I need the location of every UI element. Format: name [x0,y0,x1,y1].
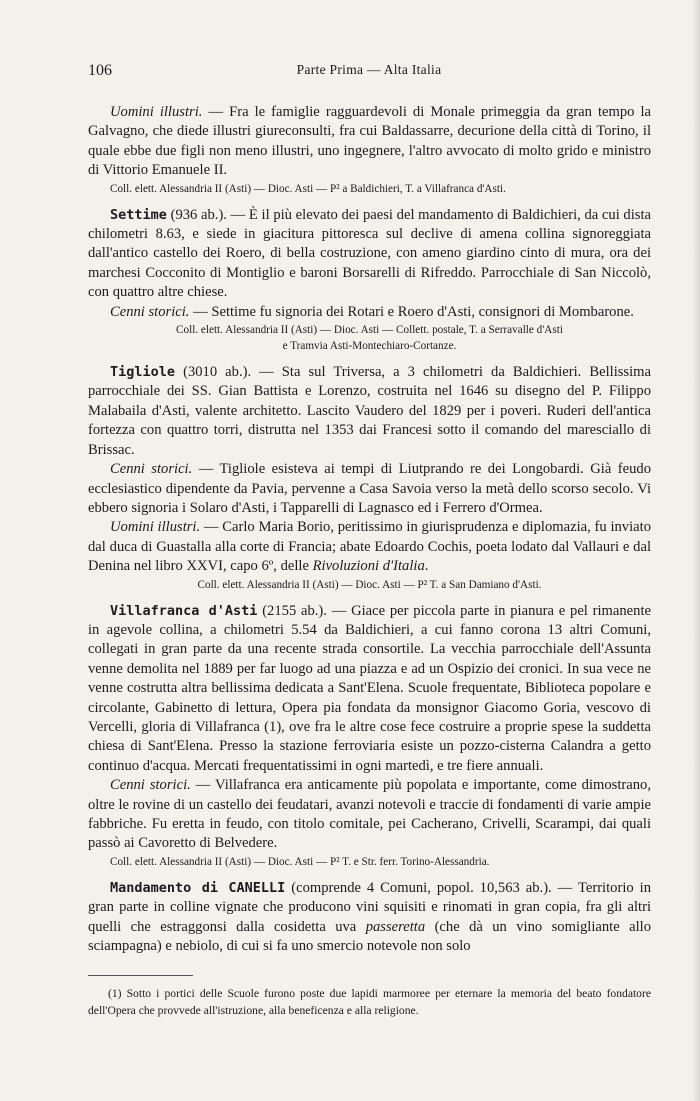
paragraph-settime-cenni: Cenni storici. — Settime fu signoria dei Rotari e Roero d'Asti, consignori di Mombarone. [110,303,634,320]
label-cenni-storici: Cenni storici. [110,777,191,794]
entry-name: Tigliole [110,364,176,381]
entry-name: Mandamento di CANELLI [110,879,286,896]
entry-tigliole: Tigliole (3010 ab.). — Sta sul Triversa, a 3 chilometri da Baldichieri. Bellissima parrocchiale dei SS. Gian Battista e Lorenzo, costruita nel 1646 su disegno del P. Filippo Malabaila d'Asti, valente architetto. Lascito Vaudero del 1829 per i poveri. Ruderi dell'antica fortezza con quattro torri, distrutta nel 1353 dai Francesi sotto il comando del maresciallo di Brissac. [88,364,651,458]
note-settime-line-2: e Tramvia Asti-Montechiaro-Cortanze. [282,340,457,353]
note-tigliole: Coll. elett. Alessandria II (Asti) — Dioc. Asti — P² T. a San Damiano d'Asti. [197,578,542,591]
note-villafranca: Coll. elett. Alessandria II (Asti) — Dioc. Asti — P² T. e Str. ferr. Torino-Alessandria. [110,855,490,868]
entry-villafranca: Villafranca d'Asti (2155 ab.). — Giace per piccola parte in pianura e pel rimanente in agevole collina, a chilometri 5.54 da Baldichieri, a cui fanno corona 13 altri Comuni, collegati in gran parte da una recente strada consortile. La vecchia parrocchiale dell'Assunta venne demolita nel 1889 per far luogo ad una piazza e ad un Ospizio dei cronici. In sua vece ne venne costrutta altra bellissima dedicata a Sant'Elena. Scuole frequentate, Biblioteca popolare e circolante, Gabinetto di lettura, Opera pia fondata da monsignor Giacomo Goria, vescovo di Vercelli, gloria di Villafranca (1), ove fra le altre cose fece costruire a proprie spese la suddetta chiesa di Sant'Elena. Presso la stazione ferroviaria esiste un pozzo-cisterna Calandra a getto continuo d'acqua. Mercati frequentatissimi in ogni martedì, e tre fiere annuali. [88,602,651,774]
note-monale: Coll. elett. Alessandria II (Asti) — Dioc. Asti — P² a Baldichieri, T. a Villafranca d'Asti. [110,182,506,195]
running-title: Parte Prima — Alta Italia [296,62,442,77]
label-cenni-storici: Cenni storici. [110,461,193,478]
paragraph-tigliole-uomini: Uomini illustri. — Carlo Maria Borio, peritissimo in giurisprudenza e diplomazia, fu inviato dal duca di Guastalla alla corte di Francia; abate Edoardo Cochis, poeta lodato dal Vallauri e dal Denina nel libro XXVI, capo 6º, delle Rivoluzioni d'Italia. [88,519,651,575]
note-settime-line-1: Coll. elett. Alessandria II (Asti) — Dioc. Asti — Collett. postale, T. a Serravalle d'Asti [176,324,563,337]
paragraph-villafranca-cenni: Cenni storici. — Villafranca era anticamente più popolata e importante, come dimostrano, oltre le rovine di un castello dei feudatari, avanzi notevoli e traccie di fondamenti di varie ampie fabbriche. Fu eretta in feudo, con titolo comitale, pei Cacherano, Crivelli, Scarampi, dai quali passò ai Cavoretto di Belvedere. [88,777,651,852]
entry-name: Villafranca d'Asti [110,602,258,619]
label-uomini-illustri: Uomini illustri. [110,519,201,536]
work-title: Rivoluzioni d'Italia [312,558,425,575]
paragraph-tigliole-cenni: Cenni storici. — Tigliole esisteva ai tempi di Liutprando re dei Longobardi. Già feudo ecclesiastico dipendente da Pavia, pervenne a Casa Savoia verso la metà dello scorso secolo. Vi ebbero signoria i Solaro d'Asti, i Tapparelli di Lagnasco ed i Ferrero d'Ormea. [88,461,651,516]
page-header [88,62,650,82]
page-number: 106 [88,62,112,79]
label-cenni-storici: Cenni storici. [110,303,190,320]
footnote: (1) Sotto i portici delle Scuole furono poste due lapidi marmoree per eternare la memoria del beato fondatore dell'Opera che provvede all'istruzione, alla beneficenza e alla religione. [88,987,651,1018]
footnote-divider [88,975,193,976]
grape-name: passeretta [365,918,426,935]
paragraph-uomini-monale: Uomini illustri. — Fra le famiglie ragguardevoli di Monale primeggia da gran tempo la Galvagno, che diede illustri giureconsulti, fra cui Baldassarre, decurione della città di Torino, il quale ebbe due figli non meno illustri, uno ingegnere, l'altro avvocato di molto grido e ministro di Vittorio Emanuele II. [88,104,651,179]
entry-canelli: Mandamento di CANELLI (comprende 4 Comuni, popol. 10,563 ab.). — Territorio in gran parte in colline vignate che producono vini squisiti e rinomati in gran copia, fra gli altri quelli che estraggonsi dalla cosidetta uva passeretta (che dà un vino somigliante allo sciampagna) e nebiolo, di cui si fa uno smercio notevole non solo [88,879,651,955]
entry-name: Settime [110,206,167,223]
page-body [88,103,651,1019]
entry-settime: Settime (936 ab.). — È il più elevato dei paesi del mandamento di Baldichieri, da cui dista chilometri 8.63, e siede in giacitura pittoresca sul declive di amena collina signoreggiata dall'antico castello dei Roero, di bella costruzione, con ameno giardino cinto di mura, ora dei marchesi Cocconito di Montiglio e baroni Borsarelli di Rifreddo. Parrocchiale di San Niccolò, con quattro altre chiese. [88,206,651,301]
page-edge [692,0,700,1101]
label-uomini-illustri: Uomini illustri. [110,104,203,120]
